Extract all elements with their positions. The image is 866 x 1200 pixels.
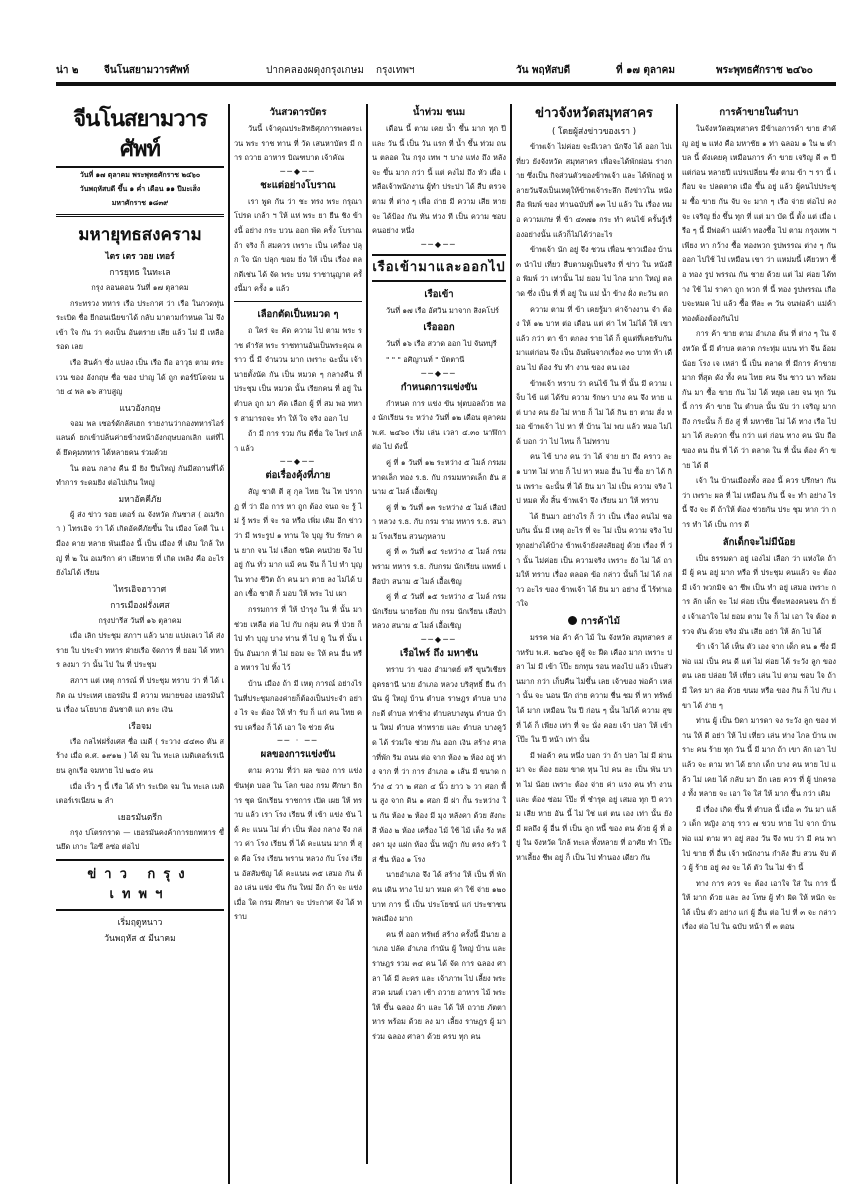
article-title: กำหนดการแข่งขัน [400, 381, 478, 393]
article-body: คู่ ที่ ๑ วันที่ ๑๒ ระหว่าง ๕ ไมล์ กรมมหาดเล็ก ทอง ร.ธ. กับ กรมมหาดเล็ก ฮัน สนาม ๕ ไมล์ เอื้อเชิญ [372, 457, 506, 497]
article-body: ทราบ ว่า ของ อำมาตย์ ตรี ขุนวิเชียร อุดรธานี นาย อำเภอ หลวง บริสุทธิ์ ยืน กำนัน ผู้ ใหญ่ บ้าน ตำบล ราษฎร ตำบล บางกะดี ตำบล ท่าช้าง ตำบลบางพูน ตำบล บ้าน ใหม่ ตำบล ท่าทราย และ ตำบล บางคูวัด ได้ ร่วมใจ ช่วย กัน ออก เงิน สร้าง ศาลาที่พัก ริม ถนน ต่อ จาก ห้อง ๒ ห้อง อยู่ ห่าง จาก ที่ ว่า การ อำเภอ ๑ เส้น มี ขนาด กว้าง ๔ วา ๒ ศอก ๔ นิ้ว ยาว ๖ วา ศอก พื้น สูง จาก ดิน ๑ ศอก มี ฝา กั้น ระหว่าง ใน กัน ห้อง ๒ ห้อง มี มุง หลังคา ด้วย สังกะสี ห้อง ๒ ห้อง เครื่อง ไม้ ใช้ ไม้ เต็ง รัง หลังคา มุง แฝก ห้อง นั้น หญ้า กับ ตรง ครัว ใส่ ชื่น ห้อง ๑ โรง [372, 665, 506, 864]
header-year: พระพุทธศักราช ๒๔๖๐ [716, 64, 813, 76]
article-body: กระทรวง ทหาร เรือ ประกาศ ว่า เรือ ในกวดทุ่น ระเบิด ชื่อ ยีกอนเนียขาได้ กลับ มาตามกำหนด ไม่ จึง เข้า ใจ กัน ว่า คงเป็น อันตราย เสีย แล้ว ไม่ มี เหลือ รอด เลย [56, 298, 224, 352]
ornament-divider: ──◆── [421, 635, 457, 645]
ornament-divider: ──◆── [280, 166, 316, 176]
article-body: เมื่อ เลิก ประชุม สภาฯ แล้ว นาย แปงเลเว ได้ ส่ง ราย ใบ ประจำ ทหาร ฝ่ายเรือ จัดการ ที่ ยอม ได้ ทหาร ลงมา ว่า นั้น ไป ใน ที่ ประชุม [56, 631, 224, 670]
ornament-divider: ──◆── [421, 239, 457, 249]
article-title: เลือกตัดเป็นหมวด ๆ [257, 308, 339, 320]
article-body: เรา พูด กัน ว่า ชะ ทรง พระ กรุณา โปรด เกล้า ฯ ให้ แห่ พระ ยา ยืน ชิง ข้างนี้ อย่าง กระ บวน ออก พัด ครั้ง โบราณ ถ้า จริง ก็ สมควร เพราะ เป็น เครื่อง ปลุก ใจ นัก ปลุก ขอม ยิ่ง ให้ เป็น เรื่อง ตลกดีเช่น ได้ จัด พระ บรม ราชานุญาต ครั้งนี้มา ครั้ง ๑ แล้ว [234, 196, 362, 294]
article-title: ลักเด็กจะไม่มีน้อย [722, 536, 796, 548]
column-1 [56, 104, 224, 1184]
header-rule [56, 82, 836, 86]
ship-row: " " " อศิญานท์ " บัตตานี [386, 354, 465, 364]
article-body: การ ค้า ขาย ตาม อำเภอ ต้น ที่ ต่าง ๆ ใน จังหวัด นี้ มี ตำบล ตลาด กระทุ่ม แบน ท่า จีน อ้อมน้อย โรง เจ เหล่า นี้ เป็น ตลาด ที่ มีการ ค้าขาย มาก ที่สุด ดัง ทั้ง คน ไทย คน จีน ชาว นา พร้อม กัน มา ซื้อ ขาย กัน ไม่ ได้ หยุด เลย จน ทุก วัน นี้ การ ค้า ขาย ใน ตำบล นั้น นับ ว่า เจริญ มาก ถึง กระนั้น ก็ ยัง สู่ ที่ มหาชัย ไม่ ได้ ทาง เรือ ไป มา ได้ สะดวก ขึ้น กว่า แต่ ก่อน ทาง คน นับ ถือ ของ ตน ถิ่น ที่ ได้ ว่า ตลาด ใน ที่ นั้น ต้อง ค้า ขาย ได้ ดี [682, 329, 836, 470]
article-body: เรือ กลไฟฝรั่งเศส ชื่อ เมดี ( ระวาง ๔๔๓๐ ตัน สร้าง เมื่อ ค.ศ. ๑๙๑๒ ) ได้ จม ใน ทะเล เมดิเตอร์เรเนียน ลูกเรือ จมหาย ไป ๒๕๐ คน [56, 736, 224, 776]
article-body: มี เรื่อง เกิด ขึ้น ที่ ตำบล นี้ เมื่อ ๓ วัน มา แล้ว เด็ก หญิง อายุ ราว ๗ ขวบ หาย ไป จาก บ้าน พ่อ แม่ ตาม หา อยู่ สอง วัน จึง พบ ว่า มี คน พา ไป ขาย ที่ อื่น เจ้า พนักงาน กำลัง สืบ สวน จับ ตัว ผู้ ร้าย อยู่ คง จะ ได้ ตัว ใน ไม่ ช้า นี้ [682, 804, 836, 873]
article-body: ท่าน ผู้ เป็น บิดา มารดา จง ระวัง ลูก ของ ท่าน ให้ ดี อย่า ให้ ไป เที่ยว เล่น ห่าง ไกล บ้าน เพราะ คน ร้าย ทุก วัน นี้ มี มาก ถ้า เขา ลัก เอา ไป แล้ว จะ ตาม หา ได้ ยาก เด็ก บาง คน หาย ไป แล้ว ไม่ เคย ได้ กลับ มา อีก เลย ควร ที่ ผู้ ปกครอง ทั้ง หลาย จะ เอา ใจ ใส่ ให้ มาก ขึ้น กว่า เดิม [682, 716, 836, 799]
header-paper-name: จีนโนสยามวารศัพท์ [104, 64, 190, 76]
article-title: เรือไพร์ ถึง มหาชัน [399, 648, 478, 660]
article-body: นายอำเภอ จึง ได้ สร้าง ให้ เป็น ที่ พัก คน เดิน ทาง ไป มา หมด ค่า ใช้ จ่าย ๑๒๐ บาท การ นี้ เป็น ประโยชน์ แก่ ประชาชน พลเมือง มาก [372, 870, 506, 924]
article-title: มหาอัคคีภัย [118, 494, 162, 505]
article-title: เรือจม [128, 721, 152, 732]
ships-out-label: เรือออก [423, 322, 455, 334]
article-body: ทาง การ ควร จะ ต้อง เอาใจ ใส่ ใน การ นี้ ให้ มาก ด้วย และ ลง โทษ ผู้ ทำ ผิด ให้ หนัก จะ ได้ เป็น ตัว อย่าง แก่ ผู้ อื่น ต่อ ไป ที่ ๓ จะ กล่าว เรื่อง ต่อ ไป ใน ฉบับ หน้า ที่ ๓ ตอน [682, 878, 836, 932]
article-body: ข้าพเจ้า ไม่ค่อย จะมีเวลา นักจึง ได้ ออก ไปเที่ยว ยังจังหวัด สมุทสาคร เพื่อจะได้พักผ่อน ร่างกาย ซึ่งเป็น กิจส่วนตัวของข้าพเจ้า และ ได้พักอยู่ หลายวันจึงเป็นเหตุให้ข้าพเจ้าระลึก ถึงข่าวใน หนังสือ พิมพ์ ของ ท่านฉบับที่ ๑๓ ไป แล้ว ใน เรื่อง หมอ ความเกษ ที่ ข้า ๔๓๗๑ กระ ทำ คนไข้ ครั้นรู้เรื่องอย่างนั้น แล้วก็ไม่ได้ว่าอะไร [516, 142, 672, 239]
article-title: ข่าวจังหวัดสมุทสาคร [535, 106, 653, 121]
divider [234, 301, 362, 302]
article-body: จอม พล เซอร์ดักลัสเฮก รายงานว่ากองทหารไอร์แลนด์ ยกเข้าปล้นค่ายข้างหน้าอังกฤษบอกเลิก แต่ที่ได้ ยึดคุมทหาร ได้หลายคน ร่วมด้วย [56, 418, 224, 457]
article-title [516, 613, 672, 631]
dateline: กรุงปารีส วันที่ ๑๖ ตุลาคม [98, 615, 182, 625]
article-body: เป็น ธรรมดา อยู่ เองไม่ เลือก ว่า แห่งใด ถ้า มี ผู้ คน อยู่ มาก หรือ ที่ ประชุม คนแล้ว จะ ต้อง มี เจ้า พวกมิจ ฉา ชีพ เป็น ทำ อยู่ เสมอ เพราะ การ ลัก เด็ก จะ ไม่ ค่อย เป็น ขี้ตะทองคนจน ถ้า ยิ่ง เจ้าเอาใจ ไม่ ยอม ตาม ใจ ก็ ไม่ เอา ใจ ต้อง ตรวจ ตัน ด้วย จริง มัน เสีย อย่า ให้ ลัก ไป ได้ [682, 553, 836, 636]
article-body: บ้าน เมือง ถ้า มี เหตุ การณ์ อย่างไรในที่ประชุมกองค่ายก็ต้องเป็นประจำ อย่าง ไร จะ ต้อง ให้ ทำ รับ ก็ แก่ คน ไทย ครบ เครื่อง ก็ ได้ เอา ใจ ช่วย ค้น [234, 679, 362, 732]
article-subtitle: การเมืองฝรั่งเศส [110, 600, 170, 611]
article-body: สภาฯ แต่ เหตุ การณ์ ที่ ประชุม ทราบ ว่า ที่ ได้ เกิด ณ ประเทศ เยอรมัน มี ความ หมายของ เยอรมันใน เรื่อง นโยบาย อันชาติ แก ตระ เงิน [56, 676, 224, 715]
article-body: เจ้า ใน บ้านเมืองทั้ง สอง นี้ ควร ปรึกษา กัน ว่า เพราะ ผล ที่ ไม่ เหมือน กัน นี้ จะ ทำ อย่าง ไร นี้ จึง จะ ดี ถ้าให้ ต้อง ช่วยกัน ประ ชุม หาก ว่า การ ทำ ได้ เป็น การ ดี [682, 476, 836, 530]
article-title: เยอรมันตรีก [117, 812, 163, 823]
article-title: ไทรเอิจฮาวาศ [113, 584, 167, 595]
article-body: ถ้า มี การ รวม กัน ดีชื่อ ใจ ไพร่ เกล้า แล้ว [234, 429, 362, 453]
article-body: กรรมการ ที่ ให้ บำรุง ใน ที่ นั้น มา ช่วย เหลือ ต่อ ไป กับ กลุ่ม คน ที่ ป่วย ก็ ไป ทำ บุญ บาง ท่าน ที่ ไป ดู ใน ที่ นั้น เป็น อันมาก ที่ ไม่ ยอม จะ ให้ คน อื่น หรือ ทหาร ไป ทิ้ง ไว้ [234, 605, 362, 673]
article-body: ใน ตอน กลาง คืน มี ยิง ปืนใหญ่ กันมีสถานที่ได้ ทำการ ระดมยิง ต่อไปเกิน ใหญ่ [56, 463, 224, 488]
article-title: การยุทธ ในทะเล [109, 268, 171, 278]
article-body: คู่ ที่ ๓ วันที่ ๑๔ ระหว่าง ๕ ไมล์ กรม พราม ทหาร ร.ธ. กับกรม นักเรียน แพทย์ เสือป่า สนาม ๕ ไมล์ เอื้อเชิญ [372, 547, 506, 586]
column-3 [372, 104, 506, 1184]
article-title: น้ำท่วม ชนม [412, 107, 466, 118]
article-body: มี พ่อค้า คน หนึ่ง บอก ว่า ถ้า ปลา ไม่ มี ผ่าน มา จะ ต้อง ยอม ขาด ทุน ไป คน ละ เป็น พัน บาท ไม่ น้อย เพราะ ต้อง จ่าย ค่า แรง คน ทำ งาน และ ต้อง ซ่อม โป๊ะ ที่ ชำรุด อยู่ เสมอ ทุก ปี ความ เสีย หาย อัน นี้ ไม่ ใช่ แต่ ตน เอง เท่า นั้น ยัง มี ผลถึง ผู้ อื่น ที่ เป็น ลูก หนี้ ของ ตน ด้วย ผู้ ที่ อยู่ ใน จังหวัด ใกล้ ทะเล ทั้งหลาย ที่ อาศัย ทำ โป๊ะ หาเลี้ยง ชีพ อยู่ ก็ เป็น ไป ทำนอง เดียว กัน [516, 750, 672, 862]
article-body: เดือน นี้ ตาม เคย น้ำ ขึ้น มาก ทุก ปี และ วัน นี้ เป็น วัน แรก ที่ น้ำ ขึ้น ท่วม ถนน ตลอด ใน กรุง เทพ ฯ บาง แห่ง ถึง หลัง จะ ขึ้น มาก กว่า นี้ แต่ คงไม่ ถึง หัว เผื่อ เหลือเจ้าพนักงาน ผู้ทำ ประปา ได้ สืบ ตรวจ ตาม ที่ ต่าง ๆ เพื่อ ถ่าย มี ความ เสีย หาย จะ ได้ป้อง กัน ทัน ท่วง ที เป็น ความ ชอบ คนอย่าง หนึ่ง [372, 124, 506, 236]
article-title: ชะแต่อย่างโบราณ [260, 179, 336, 191]
article-body: ตาม ความ ที่ว่า ผล ของ การ แข่ง ขันฟุต บอล ใน โลก ของ กรม ศึกษา ธิการ ชุด นักเรียน ราชการ เปิด เผย ให้ ทราบ แล้ว เรา โรง เรียน ที่ เข้า แข่ง ขัน ได้ คะ แนน ไม่ ต่ำ เป็น ห้อง กลาง จึง กล่าว ค่า โรง เรียน ที่ ได้ คะแนน มาก ที่ สุด คือ โรง เรียน พราน หลวง กับ โรง เรียน อัสสัมชัญ ได้ คะแนน ๓๕ เสมอ กัน ต้อง เล่น แข่ง ขัน กัน ใหม่ อีก ถ้า จะ แข่ง เมื่อ ใด กรม ศึกษา จะ ประกาศ จัง ได้ ทราบ [234, 766, 362, 922]
column-divider [228, 104, 230, 1184]
article-body: เรือ สินค้า ซึ่ง แปลง เป็น เรือ ถือ อาวุธ ตาม ตระเวน ของ อังกฤษ ชื่อ ของ ปาญ ได้ ถูก ตอร์ปิโดจม นาย ๔ พล ๑๖ สาบสูญ [56, 357, 224, 397]
divider [56, 909, 224, 911]
article-body: ข้า เจ้า ได้ เห็น ตัว เอง จาก เด็ก คน ๑ ซึ่ง มี พ่อ แม่ เป็น คน ดี แต่ ไม่ ค่อย ได้ ระวัง ลูก ของ ตน เลย ปล่อย ให้ เที่ยว เล่น ไป ตาม ชอบ ใจ ถ้า มี ใคร มา ล่อ ด้วย ขนม หรือ ของ กิน ก็ ไป กับ เขา ได้ ง่าย ๆ [682, 642, 836, 710]
divider [56, 214, 224, 217]
ship-row: วันที่ ๑๗ เรือ อัศวิน มาจาก สิงคโปร์ [386, 305, 500, 315]
masthead: จีนโนสยามวารศัพท์ [56, 104, 224, 168]
news-section-title: ข่าว กรุง เทพฯ [87, 867, 193, 902]
article-body: ข้าพเจ้า นัก อยู่ จึง ชวน เพื่อน ชาวเมือง บ้าน ๓ นำไป เที่ยว สืบตามดูเป็นจริง ที่ ข่าว ใน หนังสือ พิมพ์ ว่า เท่านั้น ไม่ ยอม ไป ไกล มาก ใหญ่ ตลาด ซึ่ง เป็น ที่ ที่ อยู่ ใน แม่ น้ำ ข้าง ฝั่ง ตะวัน ตก [516, 245, 672, 298]
article-body: ได้ ยินมา อย่างไร ก็ ว่า เป็น เรื่อง คนไม่ ชอบกัน นั้น มี เหตุ อะไร ที่ จะ ไม่ เป็น ความ จริง ไปทุกอย่างได้บ้าง ข้าพเจ้ายังสงสัยอยู่ ด้วย เรื่อง ที่ ว่า นั้น ไม่ค่อย เป็น ความจริง เพราะ ยัง ไม่ ได้ ถามให้ ทราบ เรื่อง ตลอด ข้อ กล่าว นั้นก็ ไม่ ได้ กล่าว อะไร ของ ข้าพเจ้า ได้ ยิน มา อย่าง นี้ ไร้ท่าเอาใจ [516, 511, 672, 609]
article-body: กรุง ปโตรกราด — เยอรมันคงค้าการยกทหาร ขึ้นยึด เกาะ ใอซี ลซ่อ ต่อไป [56, 827, 224, 852]
masthead-era: มหาศักราช ๑๘๓๙ [111, 199, 169, 207]
header-city: กรุงเทพฯ [376, 64, 415, 76]
article-title-text: การค้าไม้ [581, 616, 620, 627]
bullet-icon [568, 616, 577, 625]
article-title: ผลของการแข่งขัน [260, 749, 336, 761]
article-body: คน ไข้ บาง คน ว่า ได้ จ่าย ยา ถึง คราว ละ ๑ บาท ไม่ หาย ก็ ไป หา หมอ อื่น ไป ซื้อ ยา ได้ กิน เพราะ ฉะนั้น ที่ ได้ ยิน มา ไม่ เป็น ความ จริง ไป หมด ทั้ง สิ้น ข้าพเจ้า จึง เรียน มา ให้ ทราบ [516, 452, 672, 506]
header-day: วัน พฤหัสบดี [516, 64, 571, 76]
column-divider [366, 104, 368, 1164]
shipping-section-title: เรือเข้ามาและออกไป [372, 254, 506, 282]
ornament-divider: ──◆── [280, 457, 316, 467]
dateline: กรุง ลอนดอน วันที่ ๑๗ ตุลาคม [91, 283, 189, 292]
article-body: สัญ ชาติ ตี สุ กุล ไทย ใน ไท ปรากฏ ที่ ว่า มีอ การ หา ถูก ต้อง จนถ จะ รู้ ไม่ รู้ พระ ที่ จะ รอ หรือ เพิ่ม เดิม อีก ข่าว ว่า มี พระรูป ๑ ทาน ใจ บุญ รับ รักษา คน ยาก จน ไม่ เลือก ชนิด คนป่วย จึง ไป อยู่ กัน ทั่ว มาก แม้ คน จีน ก็ ไป ทำ บุญ ใน ทาง ชีวิต ถ้า คน มา ตาย ลง ไม่ได้ บอก เชื้อ ชาติ ก็ มอบ ให้ พระ ไป เผา [234, 487, 362, 599]
article-byline: ( โดยผู้ส่งข่าวของเรา ) [551, 127, 637, 137]
article-body: คู่ ที่ ๒ วันที่ ๑๓ ระหว่าง ๕ ไมล์ เสือป่า หลวง ร.ธ. กับ กรม ราม ทหาร ร.ธ. สนาม โรงเรียน สวนกุหลาบ [372, 502, 506, 541]
column-divider [510, 104, 512, 1184]
article-body: ข้าพเจ้า ทราบ ว่า คนไข้ ใน ที่ นั้น มี ความ เจ็บ ไข้ แต่ ได้รับ ความ รักษา บาง คน จึง หาย แต่ บาง คน ยัง ไม่ หาย ก็ ไม่ ได้ กิน ยา ตาม สั่ง หมอ ข้าพเจ้า ไป หา ที่ บ้าน ไม่ พบ แล้ว หมอ ไม่ได้ บอก ว่า ไป ไหน ก็ ไม่ทราบ [516, 378, 672, 446]
section-subtitle: ไตร เตร วอย เทอร์ [105, 252, 175, 262]
article-title: แนวอังกฤษ [119, 403, 161, 414]
column-2 [234, 104, 362, 1184]
article-body: กำหนด การ แข่ง ขัน ฟุตบอลถ้วย ทอง นักเรียน ระ หว่าง วันที่ ๑๒ เดือน ตุลาคม พ.ศ. ๒๔๖๐ เริ่ม เล่น เวลา ๔.๓๐ นาฬิกา ต่อ ไป ดังนี้ [372, 398, 506, 452]
header-date: ที่ ๑๗ ตุลาคม [616, 64, 675, 76]
article-body: ผู้ ส่ง ข่าว รอย เตอร์ ณ จังหวัด กันซาส ( อเมริกา ) ไทรเอิจ ว่า ได้ เกิดอัคคีภัยขึ้น ใน เมือง โคตี ใน เมือง คาย หลาย พันเมือง นี้ เป็น เมือง ที่ เดิม ใกล้ ใหญ่ ที่ ๒ ใน อเมริกา ค่า เสียหาย ที่ เกิด เพลิง คือ อะไรยังไม่ได้ เรียน [56, 509, 224, 578]
column-4 [516, 104, 672, 1184]
news-item: เริ่มฤดูหนาว [117, 918, 163, 928]
article-body: คู่ ที่ ๔ วันที่ ๑๕ ระหว่าง ๕ ไมล์ กรม นักเรียน นายร้อย กับ กรม นักเรียน เสือป่า หลวง สนาม ๕ ไมล์ เอื้อเชิญ [372, 592, 506, 631]
article-body: คน ที่ ออก ทรัพย์ สร้าง ครั้งนี้ มีนาย อำเภอ ปลัด อำเภอ กำนัน ผู้ ใหญ่ บ้าน และ ราษฎร รวม ๓๔ คน ได้ จัด การ ฉลอง ศาลา ได้ มี ละคร และ เจ้าภาพ ไป เลี้ยง พระ สวด มนต์ เวลา เช้า ถวาย อาหาร ไม้ พระ ให้ ขึ้น ฉลอง ผ้า และ ได้ ให้ ถวาย ภัตตาหาร พร้อม ด้วย ลง มา เลี้ยง ราษฎร ผู้ มา ร่วม ฉลอง ศาลา ด้วย ครบ ทุก คน [372, 929, 506, 1041]
ships-in-label: เรือเข้า [424, 288, 454, 300]
masthead-lunar-date: วันพฤหัสบดี ขึ้น ๑ ค่ำ เดือน ๑๑ ปีมะเส็ง [79, 185, 201, 193]
article-title: วันสวดารบัตร [269, 107, 327, 118]
ornament-divider: ──◆── [421, 368, 457, 378]
article-body: เมื่อ เร็ว ๆ นี้ เรือ ได้ ทำ ระเบิด จม ใน ทะเล เมดิเตอร์เรเนียน ๒ ลำ [56, 781, 224, 806]
column-5 [682, 104, 836, 1184]
article-title: การค้าขายในตำบา [719, 107, 799, 118]
page-number: น่า ๒ [56, 64, 79, 76]
masthead-date: วันที่ ๑๗ ตุลาคม พระพุทธศักราช ๒๔๖๐ [79, 171, 201, 179]
article-body: ถ ใคร่ จะ คัด ความ ไป ตาม พระ ราช ดำรัส พระ ราชทานอันเป็นพระคุณ คราว นี้ มี จำนวน มาก เพราะ ฉะนั้น เจ้า นายตั้งนัด กัน เป็น หมวด ๆ กลางคืน ที่ ประชุม เป็น หมวด นั้น เรียกคน ที่ อยู่ ใน ตำบล ถูก มา คัด เลือก ผู้ ที่ สม พอ ทหาร สามารถจะ ทำ ให้ ใจ จริง ออก ไป [234, 325, 362, 423]
article-body: ความ ตาม ที่ ข้า เคยรู้มา ค่าจ้างงาน จำ ต้อง ให้ ๑๒ บาท ต่อ เดือน แต่ ค่า ไฟ ไม่ได้ ให้ เขา แล้ว กว่า ตา ข้า ตกลง ราย ได้ ก็ ดูแต่ที่เคยรับกันมาแต่ก่อน จึง เป็น อันพ้นจากเรื่อง ๓๐ บาท ห้า เดือน ไป ต้อง รับ ทำ งาน ของ ตน เอง [516, 304, 672, 372]
article-body: วันนี้ เจ้าคุณประสิทธิศุภการพลตระเวน พระ ราช ทาน ที่ วัด เสนหาบัตร มี การ ถวาย อาหาร บิณฑบาต เจ้าคัณ [234, 124, 362, 163]
article-title: ต่อเรื่องคุ้งที่ภาย [265, 470, 331, 482]
ornament-divider: ── · ── [277, 736, 319, 746]
article-body: มรรค พ่อ ค้า ค้า ไม้ ใน จังหวัด สมุทสาคร สำหรับ พ.ศ. ๒๔๖๐ ดูสู้ จะ ฝืด เคือง มาก เพราะ ปลา ไม่ มี เข้า โป๊ะ ยกทุน รอน ทองไป แล้ว เป็นส่วนมาก กว่า เก็บคืน ไม่ขึ้น เลย เจ้าของ พ่อค้า เหล่า นั้น จะ นอน นึก ถ่าย ความ ชื่น ชม ที่ หา ทรัพย์ ได้ มาก เหมือน ใน ปี ก่อน ๆ นั้น ไม่ได้ ความ สุข ที่ ได้ ก็ เพียง เท่า ที่ จะ นั่ง คอย เจ้า ปลา ให้ เข้า โป๊ะ ใน ปี หน้า เท่า นั้น [516, 633, 672, 745]
newspaper-page [56, 60, 836, 1180]
column-divider [676, 104, 678, 1184]
ship-row: วันที่ ๑๖ เรือ สวาด ออก ไป จันทบุรี [386, 339, 497, 349]
page-header [56, 60, 836, 80]
divider [56, 859, 224, 861]
section-title: มหายุทธสงคราม [78, 225, 202, 245]
news-date: วันพฤหัส ๕ มีนาคม [104, 934, 176, 944]
header-location: ปากคลองผดุงกรุงเกษม [266, 64, 364, 76]
article-body: ในจังหวัดสมุทสาคร มีข้าเอการค้า ขาย สำคัญ อยู่ ๒ แห่ง คือ มหาชัย ๑ ท่า ฉลอม ๑ ใน ๒ ตำบล นี้ ดังเคยคุ เหมือนการ ค้า ขาย เจริญ ดี ๓ ปี แต่ก่อน หลายปี แปรเปลี่ยน ซึ่ง ตาม ข้า ฯ รา นี้ เกือบ จะ ปลดตาด เมือ ขึ้น อยู่ แล้ว ผู้คนไปประชุม ซื้อ ขาย กัน จับ จะ มาก ๆ เรือ จ่าย ต่อไป คง จะ เจริญ ยิ่ง ขึ้น ทุก ที่ แต่ มา บัด นี้ ตั้ง แต่ เมื่อ เรือ ๆ นี้ มีพ่อค้า แม่ค้า ทองซื้อ ไป ตาม กรุงเทพ ฯ เพียง หา กว้าง ซื้อ ทองพวก รูปพรรณ ต่าง ๆ กัน ออก ไปใช้ ไป เหมือน เขา ว่า แหม่มนี้ เคียวหา ซื้อ ทอง รูป พรรณ กัน ชาย ด้วย แต่ ไม่ ค่อย ได้ทาง ใช้ ไม่ ราคา ถูก พวก ที่ นี้ ทอง รูปพรรณ เกือบจะหมด ไป แล้ว ซื้อ ทีละ ๓ วัน จนพ่อค้า แม่ค้า ทองต้องต้องกันไป [682, 124, 836, 323]
